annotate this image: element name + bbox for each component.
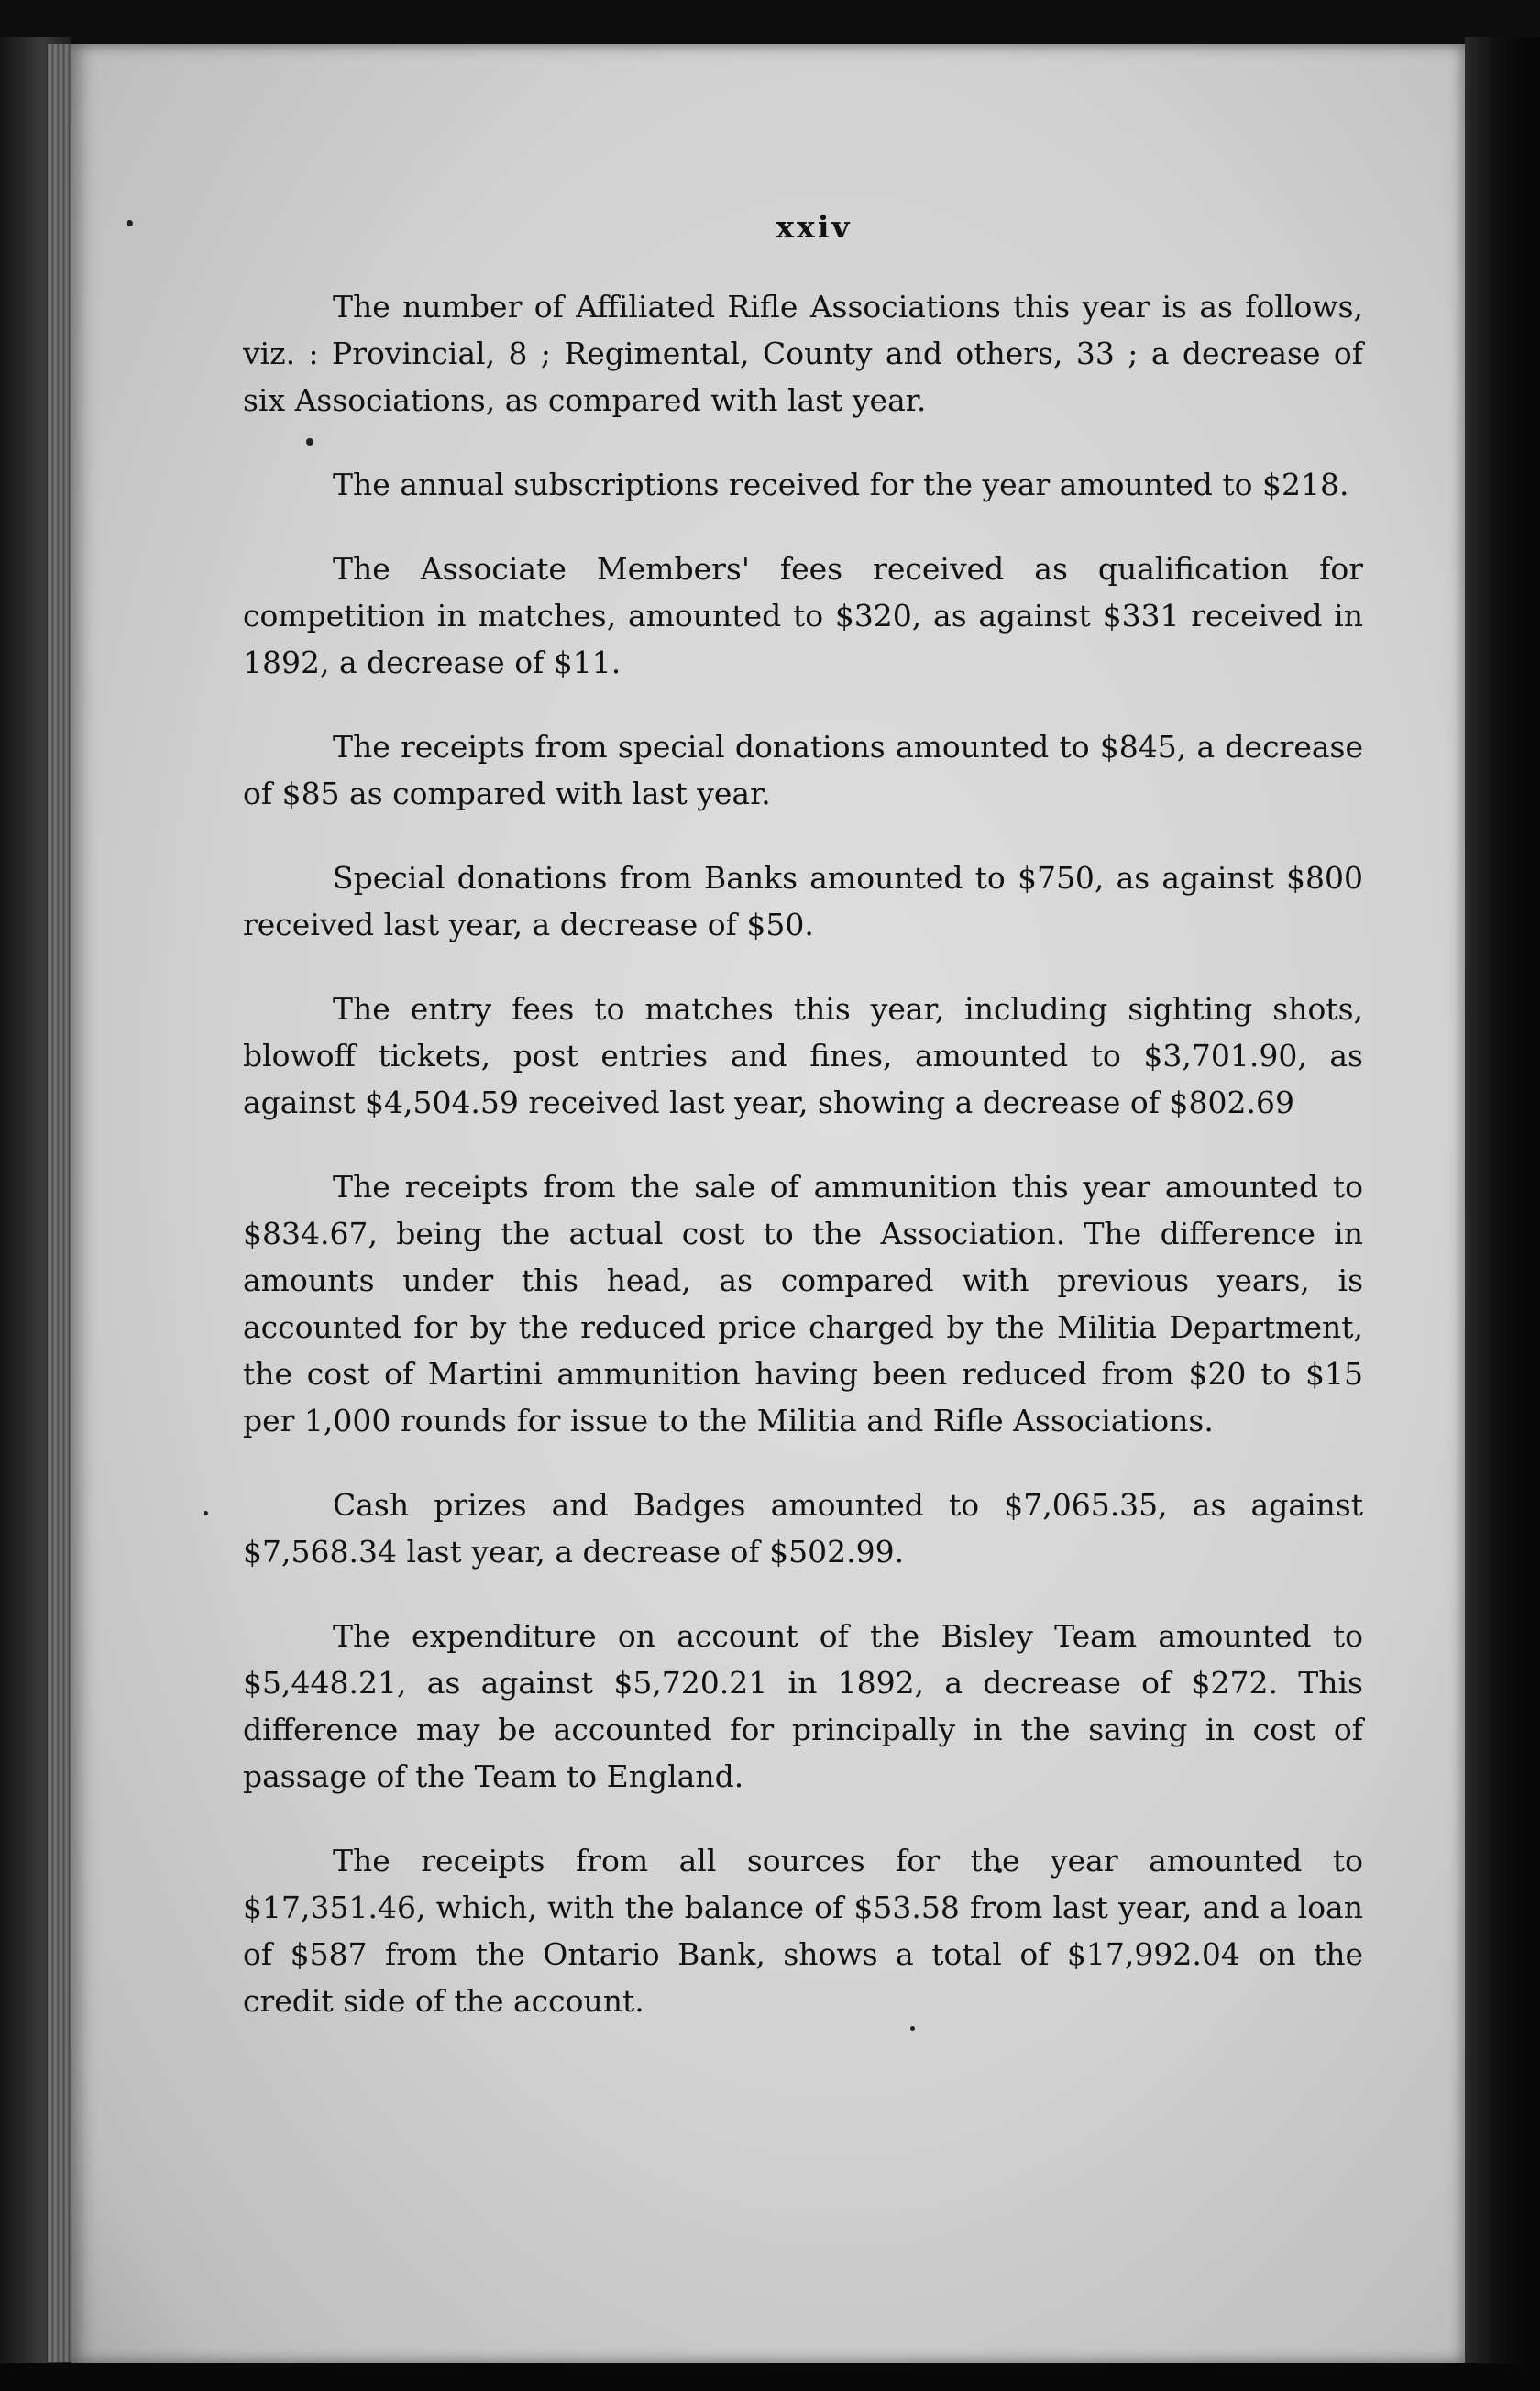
- paragraph-bisley-team: The expenditure on account of the Bisley Team amounted to $5,448.21, as against $5,720.21 in 1892, a decrease of $272. This difference may be accounted for principally in the saving in cost of passage of the Team to England.: [243, 1618, 1363, 1794]
- paragraph-annual-subscriptions: The annual subscriptions received for the year amounted to $218.: [333, 467, 1349, 502]
- paragraph-ammunition-sales: The receipts from the sale of ammunition this year amounted to $834.67, being the actual cost to the Association. The difference in amounts under this head, as compared with previous years, is accounted for by the reduced price charged by the Militia Department, the cost of Martini ammunition having been reduced from $20 to $15 per 1,000 rounds for issue to the Militia and Rifle Associations.: [243, 1169, 1363, 1438]
- right-margin-shadow: [1465, 37, 1540, 2391]
- paragraph-special-donations: The receipts from special donations amounted to $845, a decrease of $85 as compared with last year.: [243, 729, 1363, 811]
- page-stack-edges: [48, 44, 72, 2362]
- bottom-scan-border: [0, 2363, 1540, 2391]
- page-number: xxiv: [776, 209, 852, 245]
- paragraph-cash-prizes: Cash prizes and Badges amounted to $7,065.35, as against $7,568.34 last year, a decrease of $502.99.: [243, 1487, 1363, 1570]
- paragraph-total-receipts: The receipts from all sources for the year amounted to $17,351.46, which, with the balance of $53.58 from last year, and a loan of $587 from the Ontario Bank, shows a total of $17,992.04 on the credit side of the account.: [243, 1843, 1363, 2019]
- paragraph-bank-donations: Special donations from Banks amounted to $750, as against $800 received last year, a decrease of $50.: [243, 860, 1363, 942]
- paragraph-entry-fees: The entry fees to matches this year, including sighting shots, blowoff tickets, post entries and fines, amounted to $3,701.90, as against $4,504.59 received last year, showing a decrease of $802.69: [243, 991, 1363, 1120]
- page-text: [243, 183, 1363, 2062]
- print-speck: [204, 1511, 208, 1515]
- paragraph-associate-members-fees: The Associate Members' fees received as qualification for competition in matches, amounted to $320, as against $331 received in 1892, a decrease of $11.: [243, 551, 1363, 680]
- paragraph-affiliated-associations: The number of Affiliated Rifle Associations this year is as follows, viz. : Provincial, 8 ; Regimental, County and others, 33 ; a decrease of six Associations, as compared with last year.: [243, 289, 1363, 418]
- print-speck: [126, 220, 133, 226]
